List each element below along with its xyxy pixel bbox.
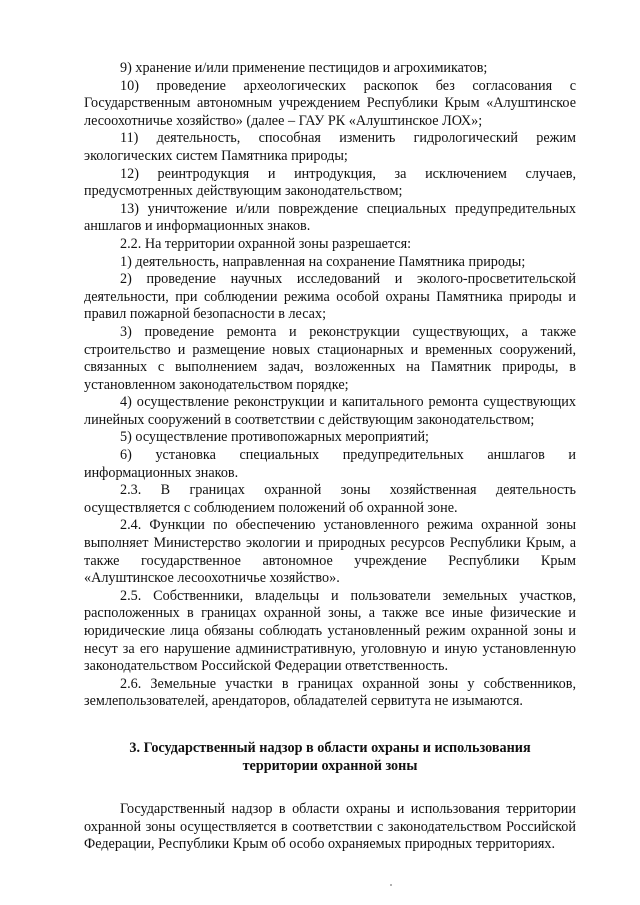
paragraph-item-12: 12) реинтродукция и интродукция, за исключением случаев, предусмотренных действующим законодательством; [84, 165, 576, 200]
section-3-paragraph: Государственный надзор в области охраны и использования территории охранной зоны осуществляется в соответствии с законодательством Российской Федерации, Республики Крым об особо охраняемых природных территориях. [84, 800, 576, 853]
paragraph-item-9: 9) хранение и/или применение пестицидов и агрохимикатов; [120, 60, 488, 76]
paragraph-2-5: 2.5. Собственники, владельцы и пользователи земельных участков, расположенных в границах охранной зоны, а также все иные физические и юридические лица обязаны соблюдать установленный режим охранной зоны и несут за его нарушение административную, уголовную и иную установленную законодательством Российской Федерации ответственность. [84, 587, 576, 675]
paragraph-item-10: 10) проведение археологических раскопок без согласования с Государственным автономным учреждением Республики Крым «Алуштинское лесоохотничье хозяйство» (далее – ГАУ РК «Алуштинское ЛОХ»; [84, 77, 576, 129]
paragraph-allowed-6: 6) установка специальных предупредительных аншлагов и информационных знаков. [84, 447, 576, 481]
paragraph-item-11: 11) деятельность, способная изменить гидрологический режим экологических систем Памятника природы; [84, 130, 576, 164]
paragraph-2-4: 2.4. Функции по обеспечению установленного режима охранной зоны выполняет Министерство экологии и природных ресурсов Республики Крым, а также государственное автономное учреждение Республики Крым «Алуштинское лесоохотничье хозяйство». [84, 517, 576, 587]
scan-speck [390, 884, 392, 886]
paragraph-2-2: 2.2. На территории охранной зоны разрешается: [120, 235, 412, 252]
section-3-heading-line-2: территории охранной зоны [242, 757, 418, 774]
paragraph-allowed-5: 5) осуществление противопожарных мероприятий; [120, 429, 429, 446]
paragraph-allowed-1: 1) деятельность, направленная на сохранение Памятника природы; [120, 253, 526, 270]
paragraph-allowed-3: 3) проведение ремонта и реконструкции существующих, а также строительство и размещение новых стационарных и временных сооружений, связанных с выполнением задач, возложенных на Памятник природы, в установленном законодательством порядке; [84, 323, 576, 393]
paragraph-allowed-4: 4) осуществление реконструкции и капитального ремонта существующих линейных сооружений в соответствии с действующим законодательством; [84, 394, 576, 428]
section-3-heading [84, 739, 576, 775]
paragraph-2-3: 2.3. В границах охранной зоны хозяйственная деятельность осуществляется с соблюдением положений об охранной зоне. [84, 482, 576, 516]
paragraph-2-6: 2.6. Земельные участки в границах охранной зоны у собственников, землепользователей, арендаторов, обладателей сервитута не изымаются. [84, 675, 576, 710]
paragraph-item-13: 13) уничтожение и/или повреждение специальных предупредительных аншлагов и информационных знаков. [84, 200, 576, 235]
document-body [84, 60, 576, 854]
section-3-heading-line-1: 3. Государственный надзор в области охраны и использования [129, 739, 531, 756]
paragraph-allowed-2: 2) проведение научных исследований и эколого-просветительской деятельности, при соблюдении режима особой охраны Памятника природы и правил пожарной безопасности в лесах; [84, 271, 576, 323]
